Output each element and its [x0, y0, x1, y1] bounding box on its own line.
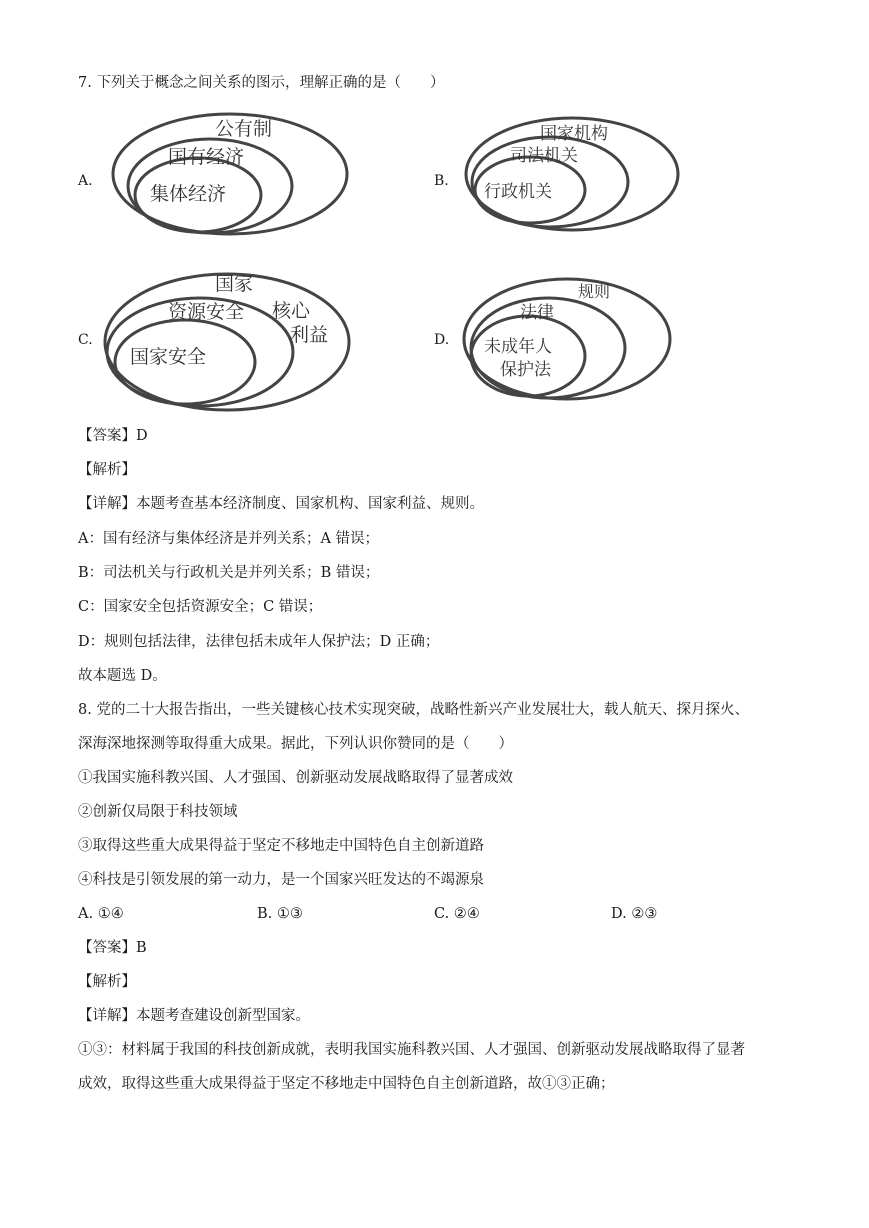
q7-diagram-a: [110, 108, 355, 238]
q8-explain-line1: ①③：材料属于我国的科技创新成就，表明我国实施科教兴国、人才强国、创新驱动发展战略取得了显著: [78, 1042, 745, 1058]
q7-option-b-label: B.: [434, 173, 449, 189]
q7-a-outer-label: 公有制: [215, 118, 273, 140]
q7-b-outer-label: 国家机构: [540, 124, 608, 144]
q7-stem: 7. 下列关于概念之间关系的图示，理解正确的是（ ）: [78, 75, 445, 91]
q8-choice-a: A. ①④: [78, 906, 124, 922]
q7-a-inner-label: 集体经济: [150, 183, 227, 205]
q8-analysis: 【解析】: [78, 974, 136, 990]
q7-b-middle-label: 司法机关: [510, 146, 578, 166]
q8-choice-c: C. ②④: [434, 906, 480, 922]
q7-line-d: D：规则包括法律，法律包括未成年人保护法；D 正确；: [78, 634, 440, 650]
q8-detail: 【详解】本题考查建设创新型国家。: [78, 1008, 310, 1024]
q8-item-1: ①我国实施科教兴国、人才强国、创新驱动发展战略取得了显著成效: [78, 770, 513, 786]
q7-b-inner-label: 行政机关: [484, 182, 552, 202]
q7-line-b: B：司法机关与行政机关是并列关系；B 错误；: [78, 565, 380, 581]
q7-diagram-d: [460, 272, 675, 412]
q8-item-4: ④科技是引领发展的第一动力，是一个国家兴旺发达的不竭源泉: [78, 872, 484, 888]
q7-c-outer-right1-label: 核心: [272, 300, 311, 322]
q8-item-3: ③取得这些重大成果得益于坚定不移地走中国特色自主创新道路: [78, 838, 484, 854]
q7-c-outer-top-label: 国家: [215, 273, 254, 295]
q7-option-d-label: D.: [434, 332, 450, 348]
q7-d-outer-label: 规则: [578, 282, 611, 301]
q7-d-middle-label: 法律: [520, 303, 554, 323]
q8-explain-line2: 成效，取得这些重大成果得益于坚定不移地走中国特色自主创新道路，故①③正确；: [78, 1076, 615, 1092]
q7-diagram-b: [462, 112, 682, 242]
q7-line-c: C：国家安全包括资源安全；C 错误；: [78, 599, 323, 615]
q7-diagram-c: [100, 264, 360, 414]
q8-answer: 【答案】B: [78, 940, 147, 956]
q7-option-a-label: A.: [78, 173, 93, 189]
q7-line-a: A：国有经济与集体经济是并列关系；A 错误；: [78, 531, 380, 547]
q7-answer: 【答案】D: [78, 428, 148, 444]
q7-c-inner-label: 国家安全: [130, 346, 207, 368]
q7-conclusion: 故本题选 D。: [78, 668, 167, 684]
q7-d-inner1-label: 未成年人: [484, 337, 552, 357]
q8-stem-line2: 深海深地探测等取得重大成果。据此，下列认识你赞同的是（ ）: [78, 736, 513, 752]
q8-stem-line1: 8. 党的二十大报告指出，一些关键核心技术实现突破，战略性新兴产业发展壮大，载人航天、探月探火、: [78, 702, 749, 718]
q8-choice-d: D. ②③: [611, 906, 658, 922]
q7-c-outer-right2-label: 利益: [290, 324, 329, 346]
q7-c-middle-label: 资源安全: [168, 301, 245, 323]
q8-item-2: ②创新仅局限于科技领域: [78, 804, 238, 820]
q7-option-c-label: C.: [78, 332, 93, 348]
q8-choice-b: B. ①③: [257, 906, 303, 922]
q7-analysis: 【解析】: [78, 462, 136, 478]
q7-detail: 【详解】本题考查基本经济制度、国家机构、国家利益、规则。: [78, 496, 484, 512]
q7-d-inner2-label: 保护法: [500, 360, 551, 380]
q7-a-middle-label: 国有经济: [168, 146, 245, 168]
